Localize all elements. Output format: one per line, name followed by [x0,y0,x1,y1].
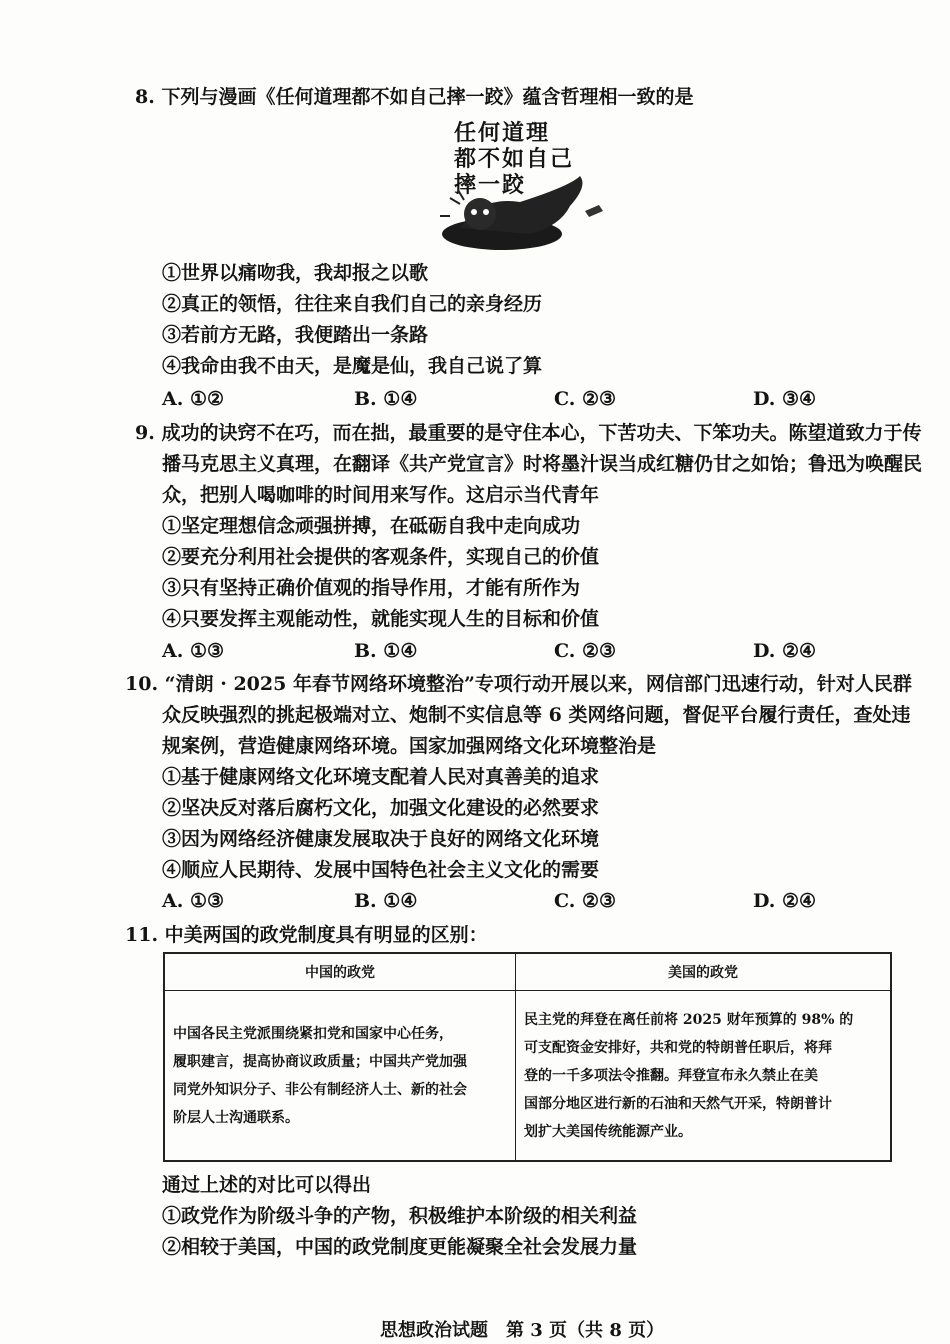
fallen-cat-drawing [420,116,610,256]
table-cell-line: 划扩大美国传统能源产业。 [524,1123,692,1140]
q10-choice-d[interactable]: D. ②④ [753,890,817,912]
table-cell-line: 履职建言，提高协商议政质量；中国共产党加强 [173,1053,467,1070]
q8-choice-c[interactable]: C. ②③ [554,388,617,410]
q10-stem-line: 10. “清朗 · 2025 年春节网络环境整治”专项行动开展以来，网信部门迅速行动，针对人民群 [125,673,912,695]
q10-option: ③因为网络经济健康发展取决于良好的网络文化环境 [162,828,600,850]
table-cell-line: 同党外知识分子、非公有制经济人士、新的社会 [173,1081,467,1098]
q8-choice-a[interactable]: A. ①② [162,388,225,410]
q8-option: ②真正的领悟，往往来自我们自己的亲身经历 [162,293,543,315]
table-cell-line: 可支配资金安排好，共和党的特朗普任职后，将拜 [524,1039,832,1056]
q8-option: ①世界以痛吻我，我却报之以歌 [162,262,429,284]
q9-stem-line: 众，把别人喝咖啡的时间用来写作。这启示当代青年 [162,484,600,506]
table-cell-line: 中国各民主党派围绕紧扣党和国家中心任务， [173,1025,453,1042]
table-cell-usa [516,991,892,1162]
table-cell-line: 阶层人士沟通联系。 [173,1109,299,1126]
q9-choice-b[interactable]: B. ①④ [354,640,418,662]
comparison-table [163,952,892,1162]
q10-choice-b[interactable]: B. ①④ [354,890,418,912]
q8-choice-b[interactable]: B. ①④ [354,388,418,410]
cartoon-caption-line: 任何道理 [454,121,551,146]
q10-option: ④顺应人民期待、发展中国特色社会主义文化的需要 [162,859,600,881]
cartoon-image [420,116,610,256]
q9-option: ①坚定理想信念顽强拼搏，在砥砺自我中走向成功 [162,515,581,537]
q9-choice-d[interactable]: D. ②④ [753,640,817,662]
q10-option: ①基于健康网络文化环境支配着人民对真善美的追求 [162,766,600,788]
page-footer: 思想政治试题 第 3 页（共 8 页） [380,1320,665,1341]
cartoon-caption-line: 摔一跤 [454,173,527,198]
q8-choice-d[interactable]: D. ③④ [753,388,817,410]
q11-conclusion: 通过上述的对比可以得出 [162,1174,372,1196]
q9-option: ③只有坚持正确价值观的指导作用，才能有所作为 [162,577,581,599]
table-cell-line: 登的一千多项法令推翻。拜登宣布永久禁止在美 [524,1067,818,1084]
q9-choice-a[interactable]: A. ①③ [162,640,225,662]
cartoon-caption-line: 都不如自己 [454,147,575,172]
table-header-usa: 美国的政党 [516,953,892,991]
q10-choice-a[interactable]: A. ①③ [162,890,225,912]
q9-option: ④只要发挥主观能动性，就能实现人生的目标和价值 [162,608,600,630]
q10-choice-c[interactable]: C. ②③ [554,890,617,912]
q11-option: ②相较于美国，中国的政党制度更能凝聚全社会发展力量 [162,1236,638,1258]
table-header-china: 中国的政党 [164,953,516,991]
q8-option: ③若前方无路，我便踏出一条路 [162,324,429,346]
q8-option: ④我命由我不由天，是魔是仙，我自己说了算 [162,355,543,377]
q10-stem-line: 众反映强烈的挑起极端对立、炮制不实信息等 6 类网络问题，督促平台履行责任，查处违 [162,704,911,726]
table-cell-line: 民主党的拜登在离任前将 2025 财年预算的 98% 的 [524,1011,854,1028]
q10-stem-line: 规案例，营造健康网络环境。国家加强网络文化环境整治是 [162,735,657,757]
table-cell-line: 国部分地区进行新的石油和天然气开采，特朗普计 [524,1095,832,1112]
q9-option: ②要充分利用社会提供的客观条件，实现自己的价值 [162,546,600,568]
table-cell-china [164,991,516,1162]
q9-choice-c[interactable]: C. ②③ [554,640,617,662]
q9-stem-line: 9. 成功的诀窍不在巧，而在拙，最重要的是守住本心，下苦功夫、下笨功夫。陈望道致力于传 [135,422,922,444]
q11-option: ①政党作为阶级斗争的产物，积极维护本阶级的相关利益 [162,1205,638,1227]
q11-stem: 11. 中美两国的政党制度具有明显的区别： [125,924,488,946]
q8-stem: 8. 下列与漫画《任何道理都不如自己摔一跤》蕴含哲理相一致的是 [135,86,694,108]
q9-stem-line: 播马克思主义真理，在翻译《共产党宣言》时将墨汁误当成红糖仍甘之如饴；鲁迅为唤醒民 [162,453,923,475]
q10-option: ②坚决反对落后腐朽文化，加强文化建设的必然要求 [162,797,600,819]
